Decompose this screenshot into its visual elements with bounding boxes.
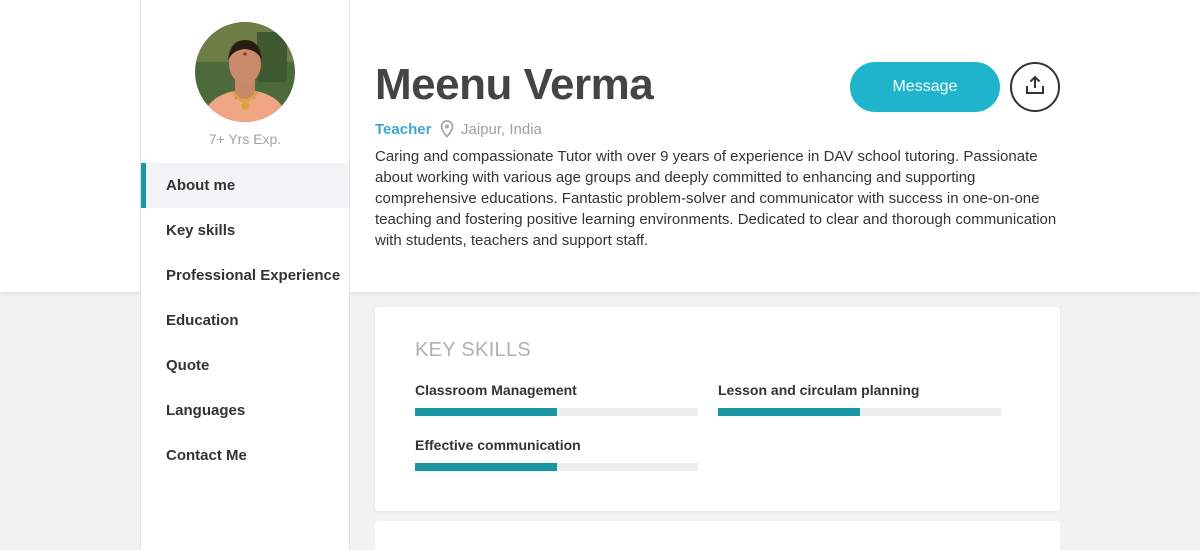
profile-location: Jaipur, India <box>461 121 542 138</box>
sidebar-nav <box>141 163 349 478</box>
profile-role: Teacher <box>375 121 432 138</box>
sidebar-item-quote[interactable]: Quote <box>166 357 210 374</box>
experience-label: 7+ Yrs Exp. <box>208 131 282 147</box>
sidebar-item-contact-me[interactable]: Contact Me <box>166 447 247 464</box>
avatar <box>195 22 295 122</box>
sidebar-item-key-skills[interactable]: Key skills <box>166 222 236 239</box>
location-pin-icon <box>440 120 454 143</box>
sidebar-item-languages[interactable]: Languages <box>166 402 246 419</box>
skill-bar-track <box>415 463 698 471</box>
skill-item <box>415 437 698 471</box>
share-button[interactable] <box>1010 62 1060 112</box>
key-skills-card <box>375 307 1060 511</box>
skill-bar-track <box>718 408 1001 416</box>
skill-name: Classroom Management <box>415 382 577 398</box>
profile-name: Meenu Verma <box>375 60 654 109</box>
next-section-card <box>375 521 1060 550</box>
profile-bio: Caring and compassionate Tutor with over 9 years of experience in DAV school tutoring. Passionate about working with various age groups and deeply committed to enhancing and supporting comprehensive educations. Fantastic problem-solver and communicator with success in one-on-one teaching and fostering positive learning environments. Dedicated to clear and thorough communication with students, teachers and support staff. <box>375 148 1057 249</box>
message-button[interactable]: Message <box>850 62 1000 112</box>
sidebar-item-about-me[interactable]: About me <box>141 163 349 208</box>
key-skills-title: KEY SKILLS <box>415 339 532 361</box>
skill-bar-fill <box>415 463 557 471</box>
skill-bar-fill <box>718 408 860 416</box>
skill-bar-fill <box>415 408 557 416</box>
sidebar-item-education[interactable]: Education <box>166 312 239 329</box>
skill-bar-track <box>415 408 698 416</box>
share-upload-icon <box>1024 74 1046 101</box>
sidebar <box>140 0 350 550</box>
skill-name: Lesson and circulam planning <box>718 382 920 398</box>
skill-item <box>718 382 1001 416</box>
skill-name: Effective communication <box>415 437 581 453</box>
skill-item <box>415 382 698 416</box>
sidebar-item-professional-experience[interactable]: Professional Experience <box>166 267 341 284</box>
